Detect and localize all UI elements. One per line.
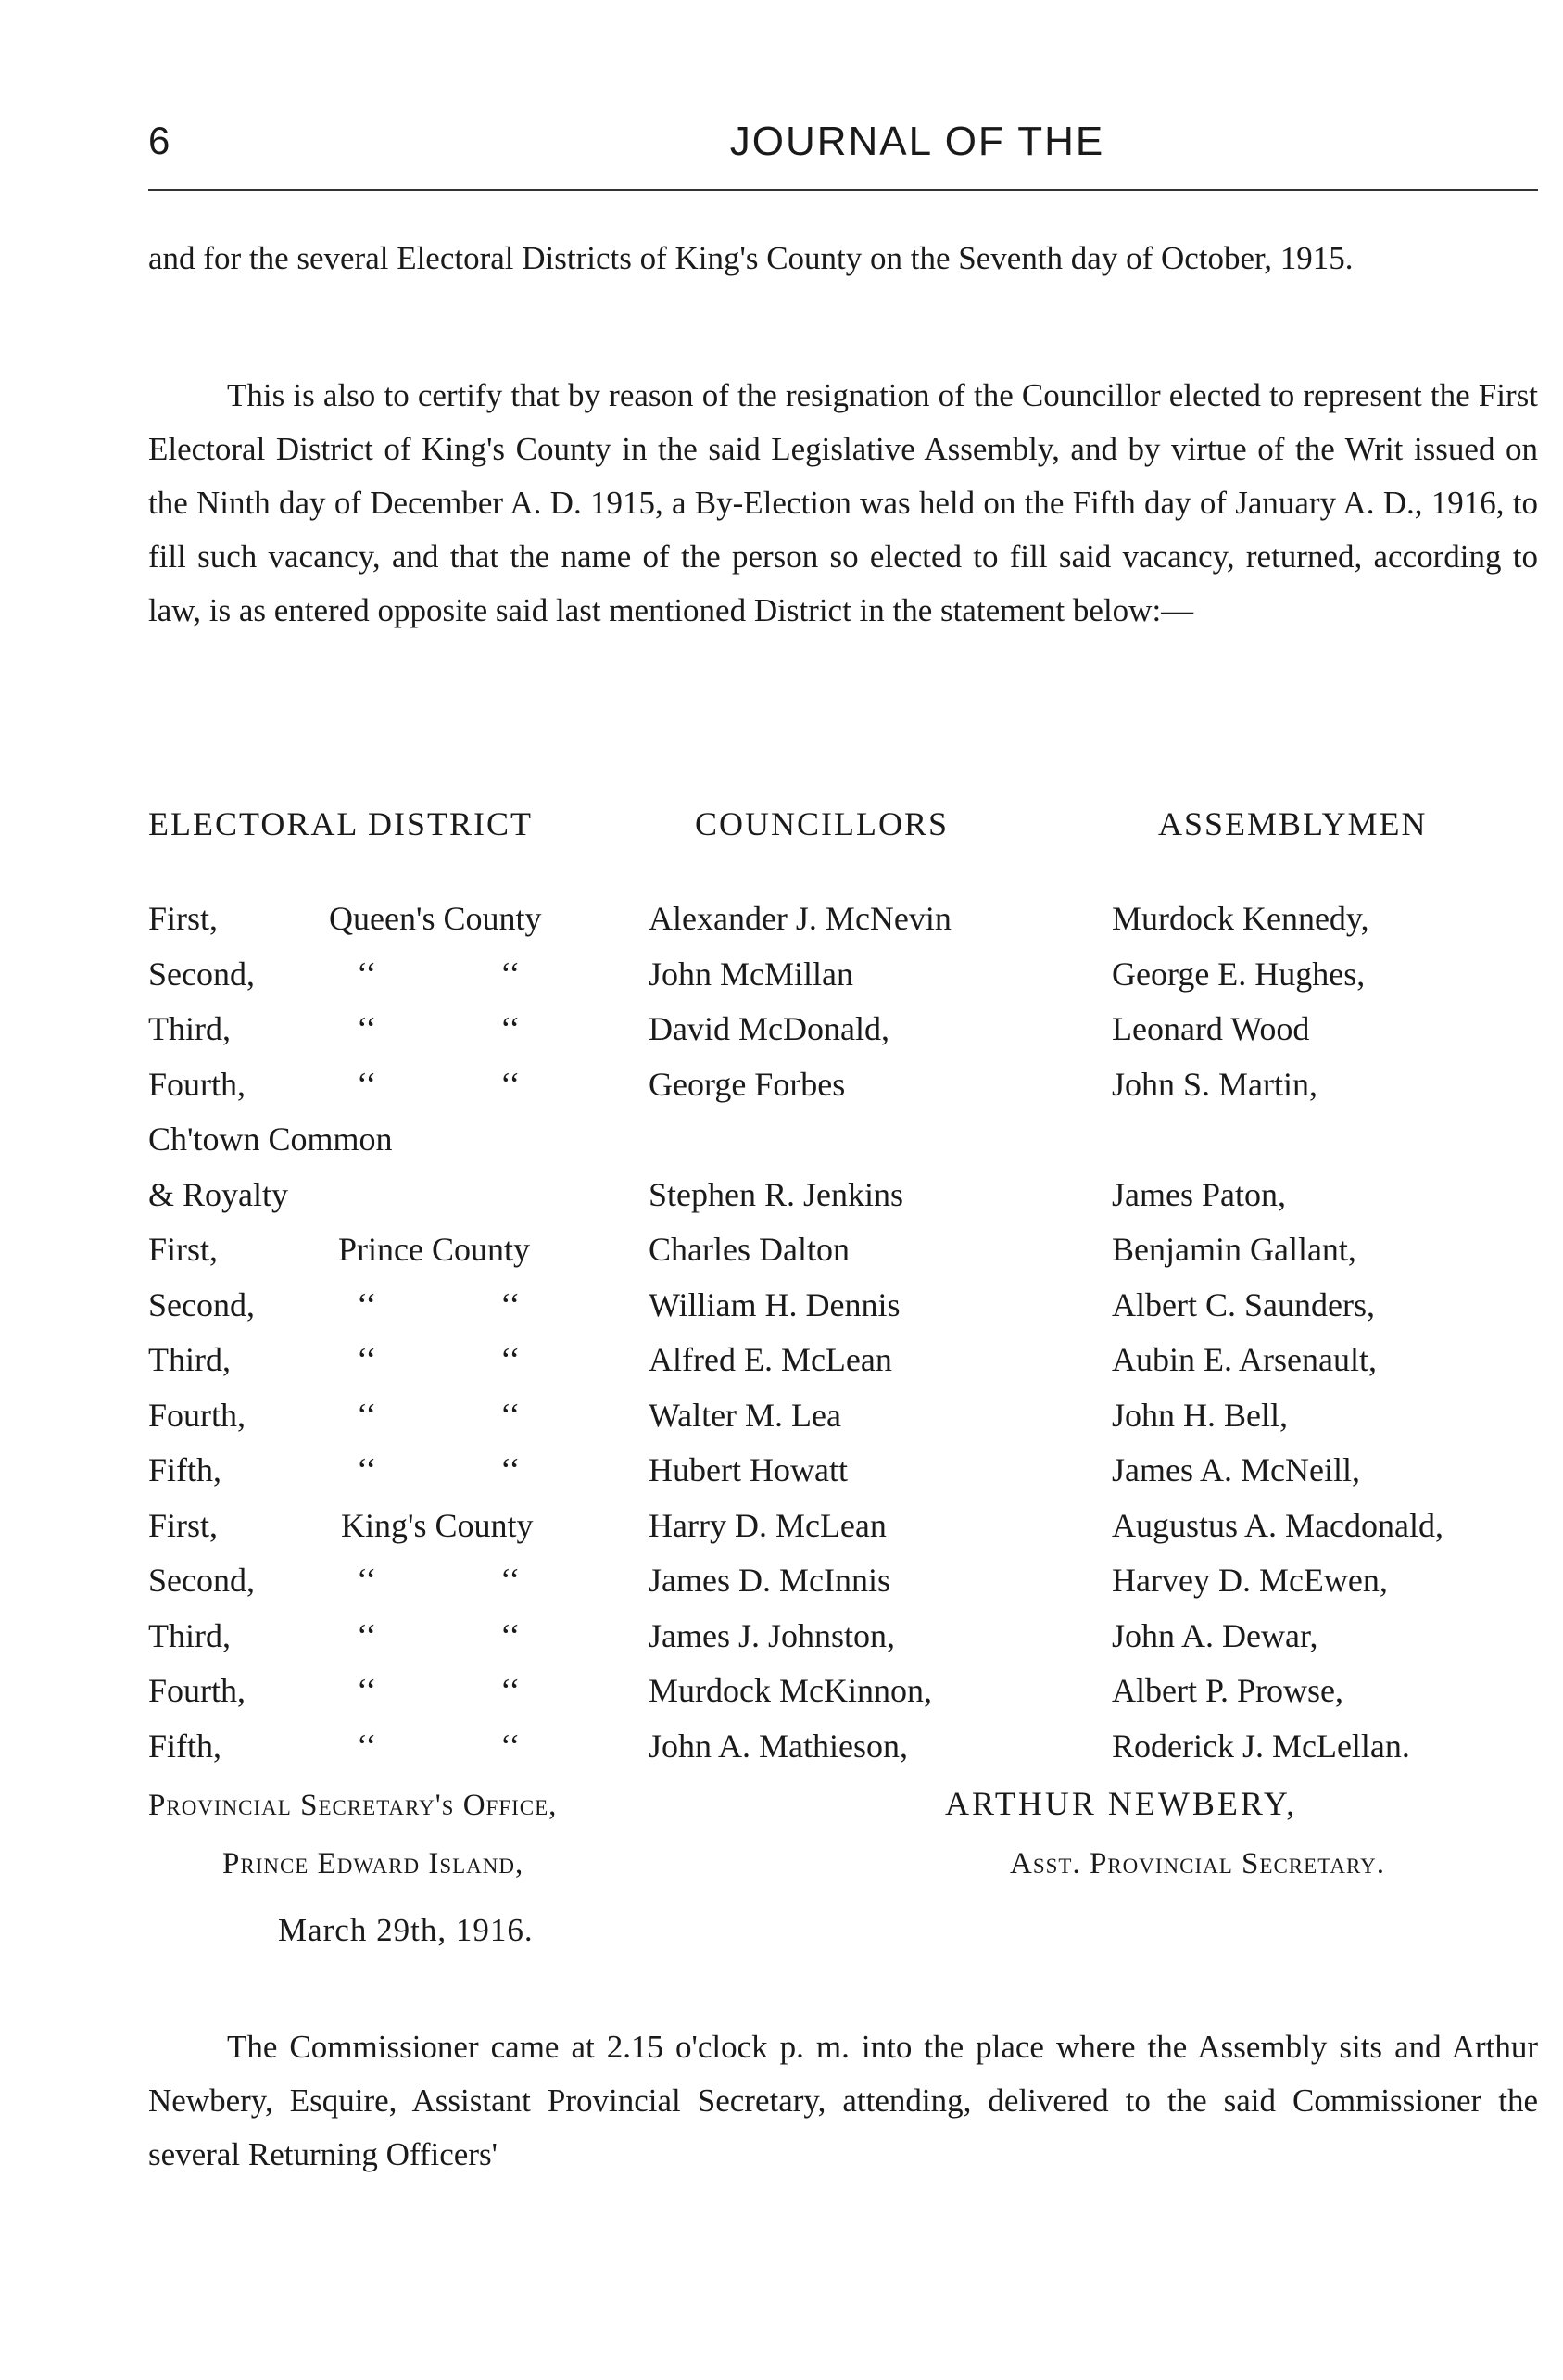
row-district: Fourth, xyxy=(148,1066,246,1103)
ditto-mark: ‘‘ xyxy=(357,956,377,993)
row-district: Third, xyxy=(148,1341,231,1378)
row-district: & Royalty xyxy=(148,1176,288,1213)
row-district: Second, xyxy=(148,1562,255,1599)
row-district: Second, xyxy=(148,956,255,993)
row-district: Ch'town Common xyxy=(148,1120,393,1158)
row-assemblyman: Albert P. Prowse, xyxy=(1112,1672,1343,1709)
row-councillor: James D. McInnis xyxy=(649,1562,890,1599)
table-row xyxy=(148,1443,1538,1497)
signatory-name: ARTHUR NEWBERY, xyxy=(945,1785,1298,1822)
header-rule xyxy=(148,189,1538,191)
ditto-mark: ‘‘ xyxy=(357,1341,377,1378)
table-row xyxy=(148,1057,1538,1111)
row-district: First, xyxy=(148,1231,219,1268)
row-assemblyman: James A. McNeill, xyxy=(1112,1451,1360,1488)
ditto-mark: ‘‘ xyxy=(357,1010,377,1047)
table-row xyxy=(148,1222,1538,1276)
row-assemblyman: James Paton, xyxy=(1112,1176,1286,1213)
row-councillor: John McMillan xyxy=(649,956,853,993)
row-assemblyman: Benjamin Gallant, xyxy=(1112,1231,1356,1268)
ditto-mark: ‘‘ xyxy=(500,1397,521,1434)
ditto-mark: ‘‘ xyxy=(500,1451,521,1488)
table-row xyxy=(148,1553,1538,1607)
table-row xyxy=(148,1388,1538,1442)
ditto-mark: ‘‘ xyxy=(500,1066,521,1103)
signatory-title: Asst. Provincial Secretary. xyxy=(1010,1847,1385,1880)
row-district: Third, xyxy=(148,1617,231,1654)
row-councillor: David McDonald, xyxy=(649,1010,889,1047)
row-assemblyman: Albert C. Saunders, xyxy=(1112,1286,1375,1323)
table-row xyxy=(148,947,1538,1001)
page-header xyxy=(148,119,1538,174)
row-assemblyman: George E. Hughes, xyxy=(1112,956,1366,993)
row-district: Fourth, xyxy=(148,1397,246,1434)
ditto-mark: ‘‘ xyxy=(357,1562,377,1599)
table-row xyxy=(148,1168,1538,1222)
ditto-mark: ‘‘ xyxy=(500,1728,521,1765)
ditto-mark: ‘‘ xyxy=(500,1341,521,1378)
row-councillor: William H. Dennis xyxy=(649,1286,901,1323)
row-councillor: Alfred E. McLean xyxy=(649,1341,892,1378)
paragraph-certification: This is also to certify that by reason of the resignation of the Councillor elected to represent the First Electoral District of King's County in the said Legislative Assembly, and by virtue of the Writ issued on the Ninth day of December A. D. 1915, a By-Election was held on the Fifth day of January A. D., 1916, to fill such vacancy, and that the name of the person so elected to fill said vacancy, returned, according to law, is as entered opposite said last mentioned District in the statement below:— xyxy=(148,377,1538,628)
row-district: First, xyxy=(148,1507,219,1544)
header-assemblymen: ASSEMBLYMEN xyxy=(1158,805,1428,842)
ditto-mark: ‘‘ xyxy=(357,1397,377,1434)
table-row xyxy=(148,1112,1538,1166)
header-electoral-district: ELECTORAL DISTRICT xyxy=(148,805,533,842)
ditto-mark: ‘‘ xyxy=(500,1617,521,1654)
table-row xyxy=(148,1278,1538,1332)
row-councillor: Hubert Howatt xyxy=(649,1451,848,1488)
page-number: 6 xyxy=(148,119,170,162)
row-councillor: Alexander J. McNevin xyxy=(649,900,952,937)
row-assemblyman: Aubin E. Arsenault, xyxy=(1112,1341,1377,1378)
row-councillor: Charles Dalton xyxy=(649,1231,850,1268)
row-district: First, xyxy=(148,900,219,937)
paragraph-continuation: and for the several Electoral Districts of King's County on the Seventh day of October, 1915. xyxy=(148,240,1354,276)
row-district: Second, xyxy=(148,1286,255,1323)
table-row xyxy=(148,1719,1538,1773)
row-assemblyman: Roderick J. McLellan. xyxy=(1112,1728,1410,1765)
row-assemblyman: John A. Dewar, xyxy=(1112,1617,1318,1654)
row-assemblyman: John H. Bell, xyxy=(1112,1397,1289,1434)
row-councillor: Murdock McKinnon, xyxy=(649,1672,932,1709)
header-councillors: COUNCILLORS xyxy=(695,805,950,842)
row-assemblyman: John S. Martin, xyxy=(1112,1066,1318,1103)
row-county: King's County xyxy=(341,1507,534,1544)
row-district: Fourth, xyxy=(148,1672,246,1709)
ditto-mark: ‘‘ xyxy=(357,1672,377,1709)
ditto-mark: ‘‘ xyxy=(357,1728,377,1765)
ditto-mark: ‘‘ xyxy=(500,1562,521,1599)
ditto-mark: ‘‘ xyxy=(500,1010,521,1047)
row-assemblyman: Leonard Wood xyxy=(1112,1010,1310,1047)
row-district: Third, xyxy=(148,1010,231,1047)
running-head: JOURNAL OF THE xyxy=(729,119,1105,164)
row-councillor: George Forbes xyxy=(649,1066,846,1103)
paragraph-commissioner: The Commissioner came at 2.15 o'clock p. m. into the place where the Assembly sits and Arthur Newbery, Esquire, Assistant Provincial Secretary, attending, delivered to the said Commissioner the several Returning Officers' xyxy=(148,2029,1538,2172)
row-councillor: John A. Mathieson, xyxy=(649,1728,909,1765)
ditto-mark: ‘‘ xyxy=(500,956,521,993)
row-district: Fifth, xyxy=(148,1728,222,1765)
row-district: Fifth, xyxy=(148,1451,222,1488)
table-row xyxy=(148,892,1538,945)
table-row xyxy=(148,1664,1538,1717)
ditto-mark: ‘‘ xyxy=(357,1066,377,1103)
table-row xyxy=(148,1609,1538,1663)
row-county: Prince County xyxy=(338,1231,530,1268)
row-councillor: James J. Johnston, xyxy=(649,1617,896,1654)
ditto-mark: ‘‘ xyxy=(357,1286,377,1323)
office-line-2: Prince Edward Island, xyxy=(222,1847,524,1880)
row-assemblyman: Augustus A. Macdonald, xyxy=(1112,1507,1443,1544)
table-row xyxy=(148,1499,1538,1552)
ditto-mark: ‘‘ xyxy=(500,1672,521,1709)
row-councillor: Walter M. Lea xyxy=(649,1397,842,1434)
office-line-1: Provincial Secretary's Office, xyxy=(148,1789,558,1822)
row-councillor: Stephen R. Jenkins xyxy=(649,1176,903,1213)
row-assemblyman: Murdock Kennedy, xyxy=(1112,900,1369,937)
ditto-mark: ‘‘ xyxy=(500,1286,521,1323)
row-councillor: Harry D. McLean xyxy=(649,1507,887,1544)
ditto-mark: ‘‘ xyxy=(357,1617,377,1654)
row-county: Queen's County xyxy=(329,900,542,937)
office-date: March 29th, 1916. xyxy=(278,1912,534,1948)
row-assemblyman: Harvey D. McEwen, xyxy=(1112,1562,1388,1599)
table-row xyxy=(148,1002,1538,1056)
ditto-mark: ‘‘ xyxy=(357,1451,377,1488)
table-row xyxy=(148,1333,1538,1386)
table-header-row xyxy=(148,797,1538,851)
